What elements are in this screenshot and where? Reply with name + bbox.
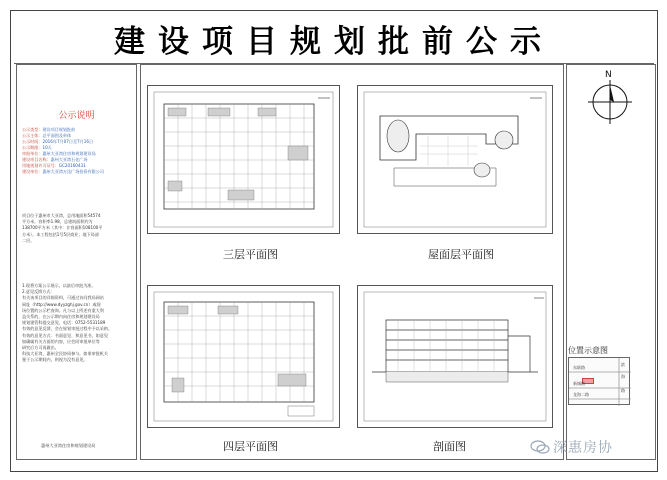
meta-key: 建设项目名称： (22, 157, 51, 162)
meta-value: 2016年7月07日至7月16日 (42, 139, 94, 144)
notice-meta (22, 127, 134, 175)
issuer-signature: 惠州大亚湾住房和规划建设局 (41, 443, 96, 448)
meta-key: 建设单位： (22, 169, 43, 174)
svg-text:N: N (605, 70, 612, 80)
text-line: 138700平方米（其中：计容面积108100平 (22, 225, 103, 231)
text-line: 方米）。本工程包括1号5层商业；地下局部 (22, 231, 99, 237)
meta-key: 公示时间： (22, 139, 43, 144)
road-label: 龙海二路 (573, 392, 589, 397)
north-arrow-icon (584, 66, 636, 126)
text-line: 2.意见反馈方式： (22, 289, 55, 295)
text-line: 二层。 (22, 237, 35, 243)
text-line: 有效的意见方式：书面意见、和意见书，如意见 (22, 332, 108, 338)
fourth-floor-plan-drawing (147, 285, 340, 428)
text-line: 规划建管科提交意见，电话：0752-5531189 (22, 320, 106, 326)
text-line: 研究后方可再做出。 (22, 345, 59, 351)
title-bar (14, 14, 654, 64)
meta-key: 审批单位： (22, 151, 43, 156)
text-line: 科技大亚湾，惠州全民协同参与，如果审批机关 (22, 351, 108, 357)
meta-key: 公示主体： (22, 133, 43, 138)
meta-value: 10天 (42, 145, 52, 150)
fourth-floor-plan-caption: 四层平面图 (223, 440, 278, 453)
notice-heading: 公示说明 (58, 111, 95, 121)
text-line: 项目位于惠州市大亚湾，总用地面积54574 (22, 213, 101, 218)
road-label: 东联路 (573, 365, 585, 370)
text-line: 益关系的，在公示期内向住房和规划建设局 (22, 314, 100, 320)
road-label: 新城路 (573, 381, 585, 386)
project-description (22, 213, 134, 244)
meta-line (22, 169, 134, 175)
text-line: 有效的意见反馈，会在规划审批过程中予以采纳。 (22, 326, 113, 332)
meta-key: 用地规划许可证号： (22, 163, 59, 168)
meta-value: 总平面图及单体 (42, 133, 72, 138)
meta-key: 公示类型： (22, 127, 43, 132)
text-line: 鉴于公示期间内，则视为没有意见。 (22, 357, 88, 363)
section-caption: 剖面图 (433, 440, 466, 453)
text-line: 如确属有关方面的内容，应会同审批单位等 (22, 338, 100, 344)
roof-plan-caption: 屋面层平面图 (428, 248, 494, 261)
page-title: 建设项目规划批前公示 (114, 24, 554, 60)
text-line: 平方米，容积率1.98，总建筑面积约为 (22, 219, 93, 225)
road-label: 路 (621, 388, 625, 393)
feedback-instructions (22, 283, 134, 364)
watermark (530, 437, 613, 457)
meta-value: 惠州大亚湾住房和规划建设局 (42, 151, 96, 156)
chat-bubble-icon (530, 440, 550, 454)
text-line: 网址（http://www.dyyzghj.gov.cn）或现 (22, 301, 101, 307)
text-line: 场位置的公示栏查询。凡与以上所述有重大利 (22, 307, 104, 313)
third-floor-plan-drawing (147, 85, 340, 234)
third-floor-plan-caption: 三层平面图 (223, 248, 278, 261)
section-drawing (357, 285, 553, 428)
roof-plan-drawing (357, 85, 553, 234)
location-map (568, 357, 630, 405)
watermark-text: 深惠房协 (553, 440, 613, 456)
meta-value: 惠州大亚湾万达广场投资有限公司 (42, 169, 104, 174)
location-label: 位置示意图 (568, 346, 608, 355)
road-label: 海 (621, 374, 625, 379)
text-line: 1.现将方案公示展示，以最后审批为准。 (22, 283, 96, 288)
meta-value: GC20160431 (58, 163, 86, 168)
road-label: 滨 (621, 362, 625, 367)
notice-panel (16, 64, 137, 460)
text-line: 有关该项目的详细资料，可通过访问我局网站 (22, 295, 104, 301)
meta-value: 建设项目规划批前 (42, 127, 76, 132)
meta-key: 公示期限： (22, 145, 43, 150)
meta-value: 惠州大亚湾石化广场 (50, 157, 88, 162)
